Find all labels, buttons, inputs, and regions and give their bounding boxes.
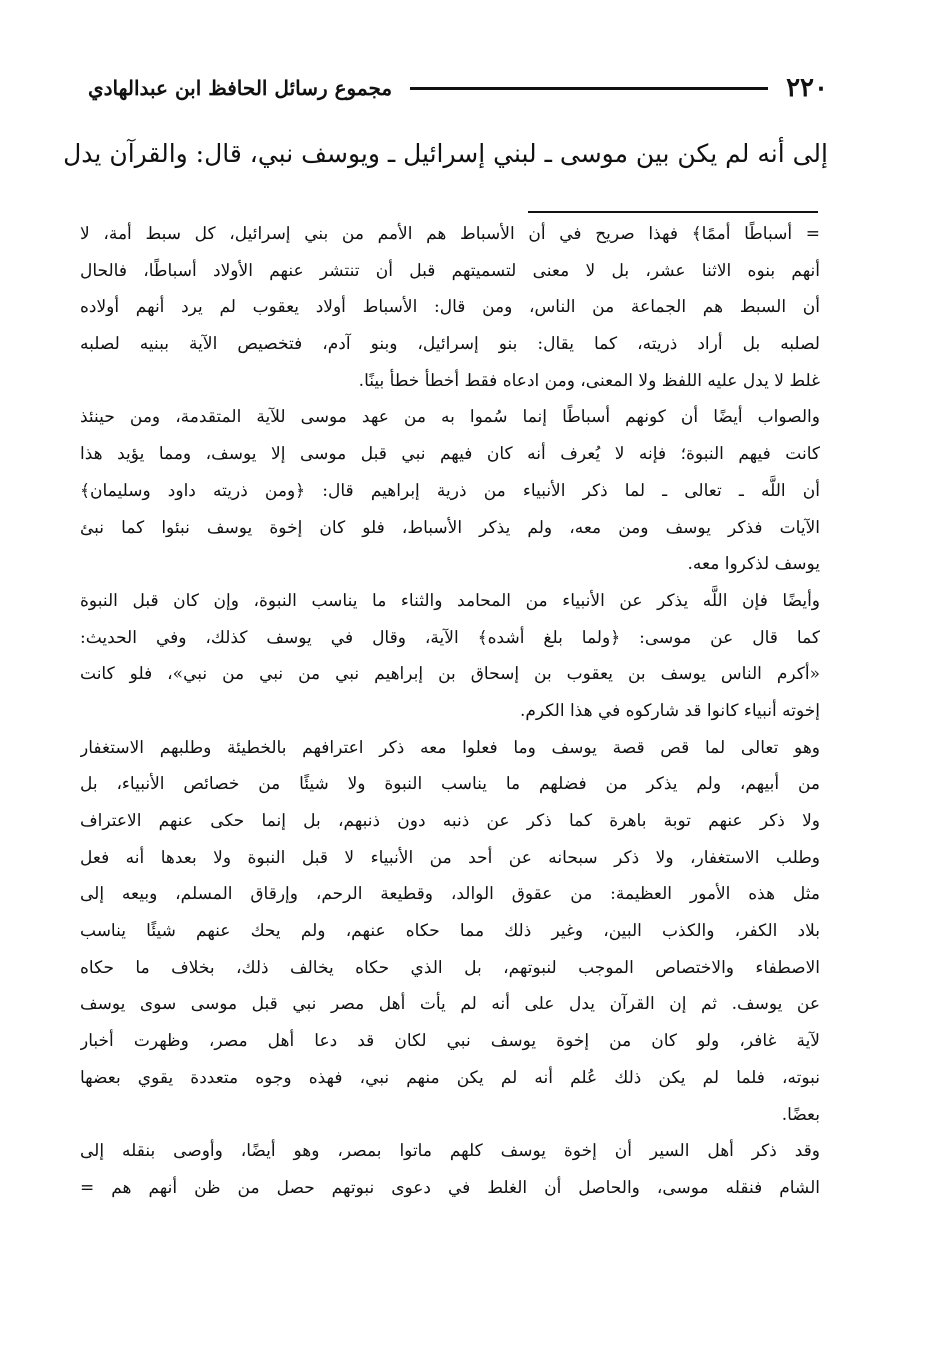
footnote-line: لآية غافر، ولو كان من إخوة يوسف نبي لكان قد دعا أهل مصر، وظهرت أخبار [80, 1031, 820, 1052]
footnote-line: ولا ذكر عنهم توبة باهرة كما ذكر عن ذنبه دون ذنبهم، بل إنما حكى عنهم الاعتراف [80, 811, 820, 831]
footnote-line: من أبيهم، ولم يذكر من فضلهم ما يناسب النبوة ولا شيئًا من خصائص الأنبياء، بل [80, 774, 820, 795]
footnote-line: الاصطفاء والاختصاص الموجب لنبوتهم، بل الذي حكاه يخالف ذلك، بخلاف ما حكاه [80, 957, 820, 978]
footnote-line: وهو تعالى لما قص قصة يوسف وما فعلوا معه ذكر اعترافهم بالخطيئة وطلبهم الاستغفار [80, 737, 820, 758]
footnote-line: إخوته أنبياء كانوا قد شاركوه في هذا الكرم. [519, 700, 820, 721]
footnote-line: الآيات فذكر يوسف ومن معه، ولم يذكر الأسباط، فلو كان إخوة يوسف نبئوا كما نبئ [80, 517, 820, 538]
footnote-line: نبوته، فلما لم يكن ذلك عُلم أنه لم يكن منهم نبي، فهذه وجوه متعددة يقوي بعضها [80, 1067, 820, 1088]
footnote-line: بعضًا. [781, 1104, 820, 1125]
footnote-line: وطلب الاستغفار، ولا ذكر سبحانه عن أحد من الأنبياء لا قبل النبوة ولا بعدها أنه فعل [80, 847, 820, 868]
footnote-line: يوسف لذكروا معه. [687, 554, 820, 575]
footnote-line: أن اللَّه ـ تعالى ـ لما ذكر الأنبياء من ذرية إبراهيم قال: ﴿ومن ذريته داود وسليمان﴾ [80, 480, 820, 501]
page-header [88, 66, 828, 110]
footnote-line: مثل هذه الأمور العظيمة: من عقوق الوالد، وقطيعة الرحم، وإرقاق المسلم، وبيعه إلى [80, 884, 820, 905]
footnote-line: والصواب أيضًا أن كونهم أسباطًا إنما سُموا به من عهد موسى للآية المتقدمة، ومن حينئذ [80, 407, 820, 428]
footnote-line: أنهم بنوه الاثنا عشر، بل لا معنى لتسميتهم قبل أن تنتشر عنهم الأولاد أسباطًا، فالحال [80, 260, 820, 281]
footnote-line: لصلبه بل أراد ذريته، كما يقال: بنو إسرائيل، وبنو آدم، فتخصيص الآية ببنيه لصلبه [80, 334, 820, 355]
footnote-line: كما قال عن موسى: ﴿ولما بلغ أشده﴾ الآية، وقال في يوسف كذلك، وفي الحديث: [80, 627, 820, 648]
footnote-separator [528, 211, 818, 213]
header-rule [410, 87, 768, 90]
footnotes [80, 216, 820, 1207]
footnote-line: وقد ذكر أهل السير أن إخوة يوسف كلهم ماتوا بمصر، وهو أيضًا، وأوصى بنقله إلى [80, 1141, 820, 1162]
footnote-line: «أكرم الناس يوسف بن يعقوب بن إسحاق بن إبراهيم نبي من نبي من نبي»، فلو كانت [80, 664, 820, 685]
footnote-line: = أسباطًا أممًا﴾ فهذا صريح في أن الأسباط هم الأمم من بني إسرائيل، كل سبط أمة، لا [80, 224, 820, 244]
footnote-line: الشام فنقله موسى، والحاصل أن الغلط في دعوى نبوتهم حصل من ظن أنهم هم = [80, 1177, 820, 1198]
footnote-line: وأيضًا فإن اللَّه يذكر عن الأنبياء من المحامد والثناء ما يناسب النبوة، وإن كان قبل النبوة [80, 590, 820, 611]
footnote-line: عن يوسف. ثم إن القرآن يدل على أنه لم يأت أهل مصر نبي قبل موسى سوى يوسف [80, 994, 820, 1015]
footnote-line: أن السبط هم الجماعة من الناس، ومن قال: الأسباط أولاد يعقوب لم يرد أنهم أولاده [80, 297, 820, 318]
running-title: مجموع رسائل الحافظ ابن عبدالهادي [88, 76, 393, 100]
page-number: ٢٢٠ [786, 73, 828, 103]
main-text: إلى أنه لم يكن بين موسى ـ لبني إسرائيل ـ ويوسف نبي، قال: والقرآن يدل [63, 139, 828, 168]
footnote-line: بلاد الكفر، والكذب البين، وغير ذلك مما حكاه عنهم، ولم يحك عنهم شيئًا يناسب [80, 921, 820, 942]
footnote-line: كانت فيهم النبوة؛ فإنه لا يُعرف أنه كان فيهم نبي قبل موسى إلا يوسف، ومما يؤيد هذا [80, 444, 820, 465]
footnote-line: غلط لا يدل عليه اللفظ ولا المعنى، ومن ادعاه فقط أخطأ خطأ بينًا. [358, 370, 820, 391]
